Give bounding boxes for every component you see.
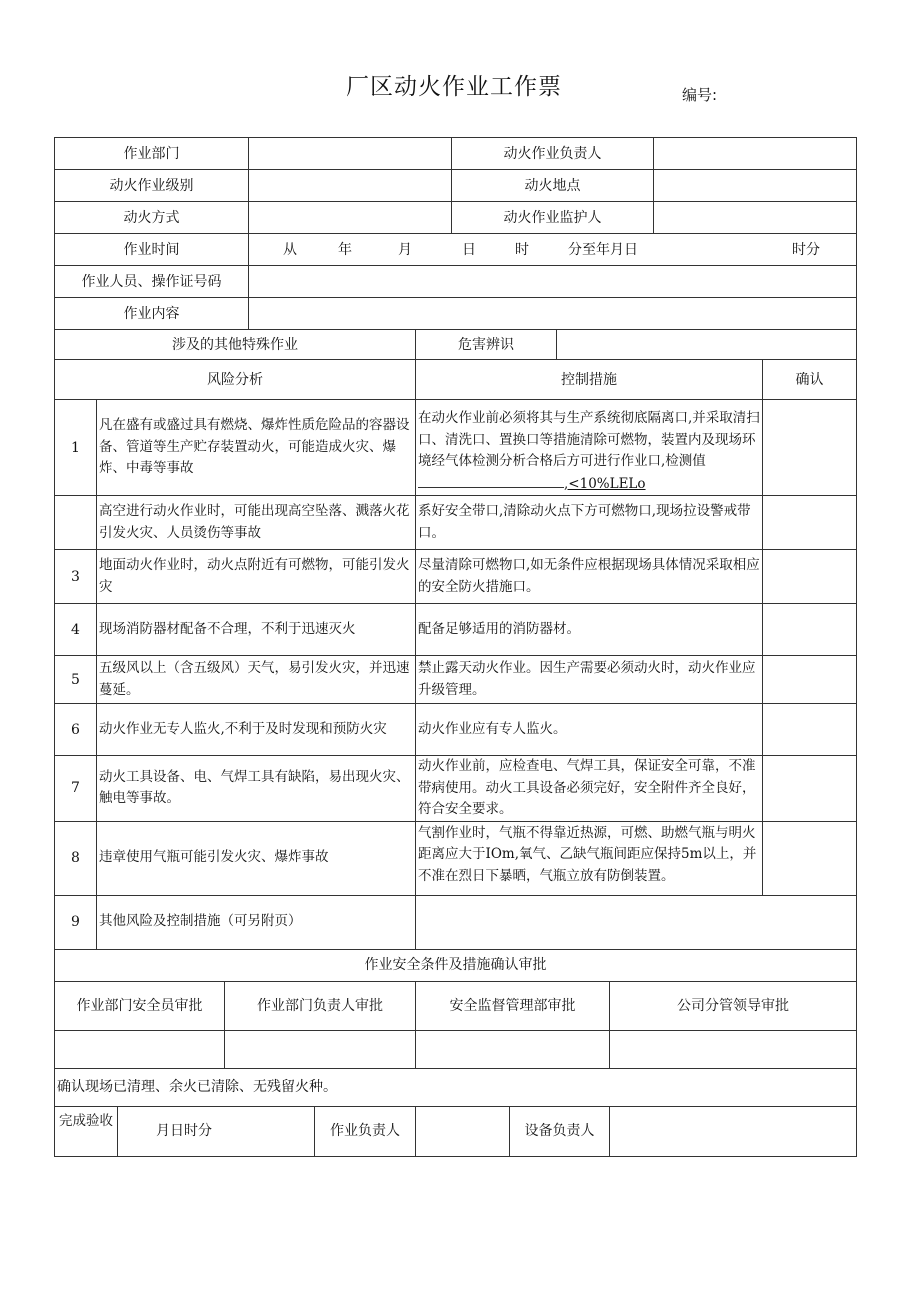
table-row — [55, 604, 857, 656]
dept-field[interactable] — [249, 138, 452, 170]
row-number: 4 — [55, 604, 97, 656]
safety-officer-approval-label: 作业部门安全员审批 — [55, 981, 225, 1030]
table-row — [55, 895, 857, 949]
control-text: 动火作业应有专人监火。 — [416, 704, 763, 756]
dept-head-signature[interactable] — [225, 1030, 416, 1068]
info-table — [54, 137, 857, 330]
confirm-cell[interactable] — [763, 496, 857, 550]
time-month: 月 — [398, 242, 412, 258]
time-day: 日 — [462, 242, 476, 258]
row-number: 6 — [55, 704, 97, 756]
location-label: 动火地点 — [452, 170, 654, 202]
confirm-cell[interactable] — [763, 821, 857, 895]
confirm-cell[interactable] — [763, 550, 857, 604]
permit-form — [54, 137, 856, 1157]
level-field[interactable] — [249, 170, 452, 202]
dept-head-approval-label: 作业部门负责人审批 — [225, 981, 416, 1030]
control-text-main: 在动火作业前必须将其与生产系统彻底隔离口,并采取清扫口、清洗口、置换口等措施清除可燃物，装置内及现场环境经气体检测分析合格后方可进行作业口,检测值 — [418, 410, 760, 469]
row-number: 8 — [55, 821, 97, 895]
table-row — [55, 656, 857, 704]
company-leader-approval-label: 公司分管领导审批 — [610, 981, 857, 1030]
row-number: 3 — [55, 550, 97, 604]
serial-number-label: 编号: — [682, 86, 718, 104]
table-row — [55, 496, 857, 550]
detection-value-blank[interactable] — [418, 473, 564, 488]
leader-field[interactable] — [654, 138, 857, 170]
hazard-field[interactable] — [557, 330, 857, 360]
risk-text: 现场消防器材配备不合理，不利于迅速灭火 — [97, 604, 416, 656]
control-text: 系好安全带口,清除动火点下方可燃物口,现场拉设警戒带口。 — [416, 496, 763, 550]
risk-text: 违章使用气瓶可能引发火灾、爆炸事故 — [97, 821, 416, 895]
control-header: 控制措施 — [416, 360, 763, 400]
level-label: 动火作业级别 — [55, 170, 249, 202]
company-leader-signature[interactable] — [610, 1030, 857, 1068]
confirm-cell[interactable] — [763, 400, 857, 496]
control-text: 气割作业时，气瓶不得靠近热源，可燃、助燃气瓶与明火距离应大于IOm,氧气、乙缺气瓶间距应保持5m以上，并不准在烈日下暴晒，气瓶立放有防倒装置。 — [416, 821, 763, 895]
row-number: 9 — [55, 895, 97, 949]
approval-table — [54, 981, 857, 1107]
row-number: 5 — [55, 656, 97, 704]
risk-text: 高空进行动火作业时，可能出现高空坠落、溅落火花引发火灾、人员烫伤等事故 — [97, 496, 416, 550]
time-end-hour-minute: 时分 — [792, 242, 820, 258]
confirm-cell[interactable] — [763, 704, 857, 756]
risk-text: 动火工具设备、电、气焊工具有缺陷，易出现火灾、触电等事故。 — [97, 756, 416, 822]
guardian-field[interactable] — [654, 202, 857, 234]
time-from: 从 — [283, 242, 297, 258]
dept-label: 作业部门 — [55, 138, 249, 170]
time-hour: 时 — [515, 242, 529, 258]
datetime-label: 月日时分 — [118, 1106, 315, 1156]
time-to: 分至年月日 — [568, 242, 638, 258]
approval-title: 作业安全条件及措施确认审批 — [55, 949, 857, 981]
confirm-cell[interactable] — [763, 895, 857, 949]
risk-text: 五级风以上（含五级风）天气，易引发火灾，并迅速蔓延。 — [97, 656, 416, 704]
content-label: 作业内容 — [55, 298, 249, 330]
table-row — [55, 821, 857, 895]
method-field[interactable] — [249, 202, 452, 234]
confirm-cell[interactable] — [763, 604, 857, 656]
control-text: 尽量清除可燃物口,如无条件应根据现场具体情况采取相应的安全防火措施口。 — [416, 550, 763, 604]
detection-limit: ,<10%LELo — [564, 475, 646, 492]
guardian-label: 动火作业监护人 — [452, 202, 654, 234]
method-label: 动火方式 — [55, 202, 249, 234]
confirm-cell[interactable] — [763, 656, 857, 704]
row-number: 1 — [55, 400, 97, 496]
leader-label: 动火作业负责人 — [452, 138, 654, 170]
safety-dept-approval-label: 安全监督管理部审批 — [416, 981, 610, 1030]
risk-header: 风险分析 — [55, 360, 416, 400]
equip-leader-field[interactable] — [610, 1106, 857, 1156]
time-label: 作业时间 — [55, 234, 249, 266]
table-row — [55, 400, 857, 496]
table-row — [55, 550, 857, 604]
control-text: 禁止露天动火作业。因生产需要必须动火时，动火作业应升级管理。 — [416, 656, 763, 704]
time-year: 年 — [338, 242, 352, 258]
content-field[interactable] — [249, 298, 857, 330]
page-title: 厂区动火作业工作票 — [346, 74, 562, 100]
time-field[interactable] — [249, 234, 857, 266]
acceptance-label: 完成验收 — [55, 1106, 118, 1156]
location-field[interactable] — [654, 170, 857, 202]
control-text: 动火作业前，应检查电、气焊工具，保证安全可靠，不准带病使用。动火工具设备必须完好，安全附件齐全良好，符合安全要求。 — [416, 756, 763, 822]
control-text[interactable] — [416, 895, 763, 949]
safety-dept-signature[interactable] — [416, 1030, 610, 1068]
work-leader-label: 作业负责人 — [315, 1106, 416, 1156]
table-row — [55, 756, 857, 822]
control-text: 配备足够适用的消防器材。 — [416, 604, 763, 656]
site-clear-confirmation: 确认现场已清理、余火已清除、无残留火种。 — [55, 1068, 857, 1106]
confirm-header: 确认 — [763, 360, 857, 400]
safety-officer-signature[interactable] — [55, 1030, 225, 1068]
control-text — [416, 400, 763, 496]
special-work-label: 涉及的其他特殊作业 — [55, 330, 416, 360]
row-number — [55, 496, 97, 550]
risk-text: 凡在盛有或盛过具有燃烧、爆炸性质危险品的容器设备、管道等生产贮存装置动火，可能造成火灾、爆炸、中毒等事故 — [97, 400, 416, 496]
personnel-field[interactable] — [249, 266, 857, 298]
table-row — [55, 704, 857, 756]
completion-table — [54, 1106, 857, 1157]
work-leader-field[interactable] — [416, 1106, 510, 1156]
risk-text: 其他风险及控制措施（可另附页） — [97, 895, 416, 949]
equip-leader-label: 设备负责人 — [510, 1106, 610, 1156]
risk-table — [54, 359, 857, 982]
personnel-label: 作业人员、操作证号码 — [55, 266, 249, 298]
hazard-label: 危害辨识 — [416, 330, 557, 360]
row-number: 7 — [55, 756, 97, 822]
special-table — [54, 329, 857, 360]
risk-text: 地面动火作业时，动火点附近有可燃物，可能引发火灾 — [97, 550, 416, 604]
confirm-cell[interactable] — [763, 756, 857, 822]
risk-text: 动火作业无专人监火,不利于及时发现和预防火灾 — [97, 704, 416, 756]
